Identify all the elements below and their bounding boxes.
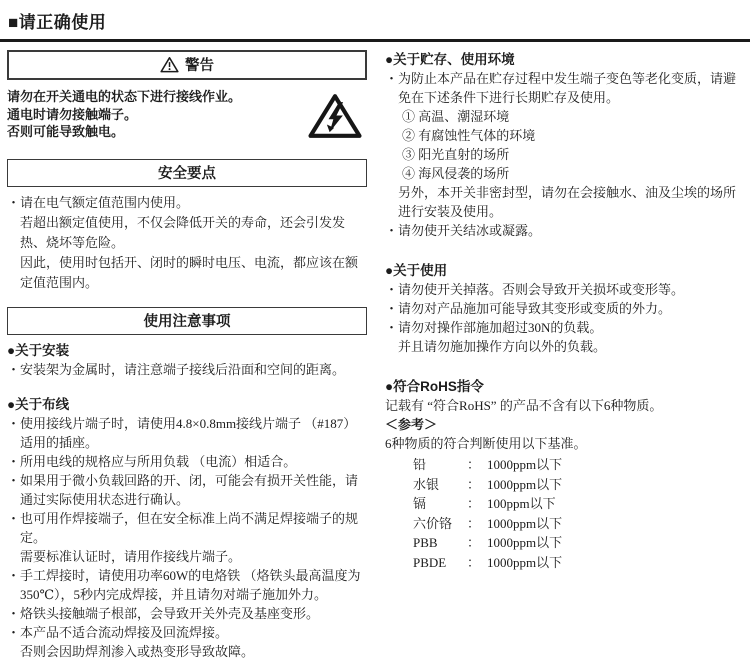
safety-subline: 若超出额定值使用，不仅会降低开关的寿命，还会引发发热、烧坏等危险。 bbox=[20, 214, 346, 250]
usage-bullet: ・请勿对产品施加可能导致其变形或变质的外力。 bbox=[385, 301, 672, 316]
wiring-heading: ●关于布线 bbox=[7, 396, 70, 412]
wiring-bullet: ・所用电线的规格应与所用负载 （电流）相适合。 bbox=[7, 453, 297, 469]
safety-box-title: 安全要点 bbox=[158, 165, 216, 182]
precautions-box-header bbox=[7, 307, 367, 335]
wiring-bullet: ・烙铁头接触端子根部，会导致开关外壳及基座变形。 bbox=[7, 605, 320, 621]
substance-name: PBB bbox=[413, 535, 438, 550]
mounting-heading: ●关于安装 bbox=[7, 342, 70, 358]
substance-limit: 1000ppm以下 bbox=[487, 457, 563, 472]
substance-name: 镉 bbox=[413, 496, 427, 511]
usage-subline: 并且请勿施加操作方向以外的负载。 bbox=[398, 339, 607, 354]
wiring-section bbox=[7, 395, 367, 661]
substance-separator: ： bbox=[467, 515, 481, 531]
warning-box-title: 警告 bbox=[185, 58, 214, 74]
storage-bullet: ・为防止本产品在贮存过程中发生端子变色等老化变质，请避免在下述条件下进行长期贮存及使用。 bbox=[385, 71, 737, 105]
right-column bbox=[385, 50, 748, 661]
rohs-heading: ●符合RoHS指令 bbox=[385, 379, 484, 394]
substance-limit: 1000ppm以下 bbox=[487, 476, 563, 492]
wiring-bullet: ・如果用于微小负载回路的开、闭，可能会有损开关性能，请通过实际使用状态进行确认。 bbox=[7, 472, 359, 507]
usage-section bbox=[385, 261, 746, 356]
header-rule bbox=[0, 39, 750, 42]
warning-box-header bbox=[7, 50, 367, 80]
wiring-bullet: ・也可用作焊接端子，但在安全标准上尚不满足焊接端子的规定。 bbox=[7, 510, 359, 545]
storage-condition: ③ 阳光直射的场所 bbox=[402, 147, 510, 162]
usage-bullet: ・请勿使开关掉落。否则会导致开关损坏或变形等。 bbox=[385, 282, 685, 297]
wiring-bullet: ・本产品不适合流动焊接及回流焊接。 bbox=[7, 624, 229, 640]
warning-line: 否则可能导致触电。 bbox=[7, 124, 125, 139]
substance-name: 水银 bbox=[413, 476, 440, 492]
substance-separator: ： bbox=[467, 535, 481, 550]
wiring-subline: 需要标准认证时，请用作接线片端子。 bbox=[20, 548, 242, 564]
safety-bullet: ・请在电气额定值范围内使用。 bbox=[7, 194, 190, 210]
rohs-row bbox=[413, 455, 746, 475]
substance-name: 六价铬 bbox=[413, 515, 453, 531]
rohs-substance-table bbox=[413, 455, 746, 572]
substance-separator: ： bbox=[467, 554, 481, 570]
warning-triangle-icon bbox=[160, 56, 179, 73]
substance-separator: ： bbox=[467, 496, 481, 511]
mounting-section bbox=[7, 341, 367, 379]
substance-separator: ： bbox=[467, 476, 481, 492]
wiring-bullet: ・手工焊接时，请使用功率60W的电烙铁 （烙铁头最高温度为350℃），5秒内完成焊接，并且请勿对端子施加外力。 bbox=[7, 567, 361, 602]
storage-condition: ① 高温、潮湿环境 bbox=[402, 109, 510, 124]
rohs-row bbox=[413, 553, 746, 573]
warning-body bbox=[7, 86, 367, 145]
rohs-criteria-intro: 6种物质的符合判断使用以下基准。 bbox=[385, 436, 587, 451]
warning-line: 通电时请勿接触端子。 bbox=[7, 106, 138, 122]
storage-bullet: ・请勿使开关结冰或凝露。 bbox=[385, 223, 542, 238]
storage-condition: ② 有腐蚀性气体的环境 bbox=[402, 128, 536, 143]
substance-limit: 1000ppm以下 bbox=[487, 554, 563, 570]
usage-heading: ●关于使用 bbox=[385, 263, 448, 278]
rohs-intro: 记载有 “符合RoHS” 的产品不含有以下6种物质。 bbox=[385, 398, 663, 413]
rohs-row bbox=[413, 533, 746, 553]
storage-condition: ④ 海风侵袭的场所 bbox=[402, 166, 510, 181]
rohs-row bbox=[413, 494, 746, 514]
wiring-subline: 否则会因助焊剂渗入或热变形导致故障。 bbox=[20, 643, 255, 659]
rohs-row bbox=[413, 514, 746, 534]
substance-limit: 1000ppm以下 bbox=[487, 515, 563, 531]
mounting-bullet: ・安装架为金属时，请注意端子接线后沿面和空间的距离。 bbox=[7, 361, 346, 377]
safety-points bbox=[7, 193, 367, 293]
substance-limit: 100ppm以下 bbox=[487, 496, 556, 511]
rohs-section bbox=[385, 377, 746, 572]
safety-box-header bbox=[7, 159, 367, 187]
storage-subline: 另外，本开关非密封型，请勿在会接触水、油及尘埃的场所进行安装及使用。 bbox=[398, 185, 737, 219]
substance-separator: ： bbox=[467, 457, 481, 472]
page-title: ■请正确使用 bbox=[8, 13, 107, 32]
usage-bullet: ・请勿对操作部施加超过30N的负载。 bbox=[385, 320, 603, 335]
left-column bbox=[7, 50, 367, 661]
rohs-row bbox=[413, 475, 746, 495]
substance-limit: 1000ppm以下 bbox=[487, 535, 563, 550]
electric-shock-hazard-icon bbox=[307, 92, 363, 140]
wiring-bullet: ・使用接线片端子时，请使用4.8×0.8mm接线片端子 （#187）适用的插座。 bbox=[7, 415, 357, 450]
two-column-layout bbox=[7, 50, 748, 661]
substance-name: PBDE bbox=[413, 554, 447, 570]
storage-heading: ●关于贮存、使用环境 bbox=[385, 52, 515, 67]
warning-line: 请勿在开关通电的状态下进行接线作业。 bbox=[7, 89, 242, 104]
precautions-box-title: 使用注意事项 bbox=[143, 313, 231, 330]
safety-subline: 因此，使用时包括开、闭时的瞬时电压、电流，都应该在额定值范围内。 bbox=[20, 254, 359, 290]
substance-name: 铅 bbox=[413, 457, 427, 472]
rohs-reference-label: ＜参考＞ bbox=[385, 417, 438, 432]
storage-section bbox=[385, 50, 746, 240]
